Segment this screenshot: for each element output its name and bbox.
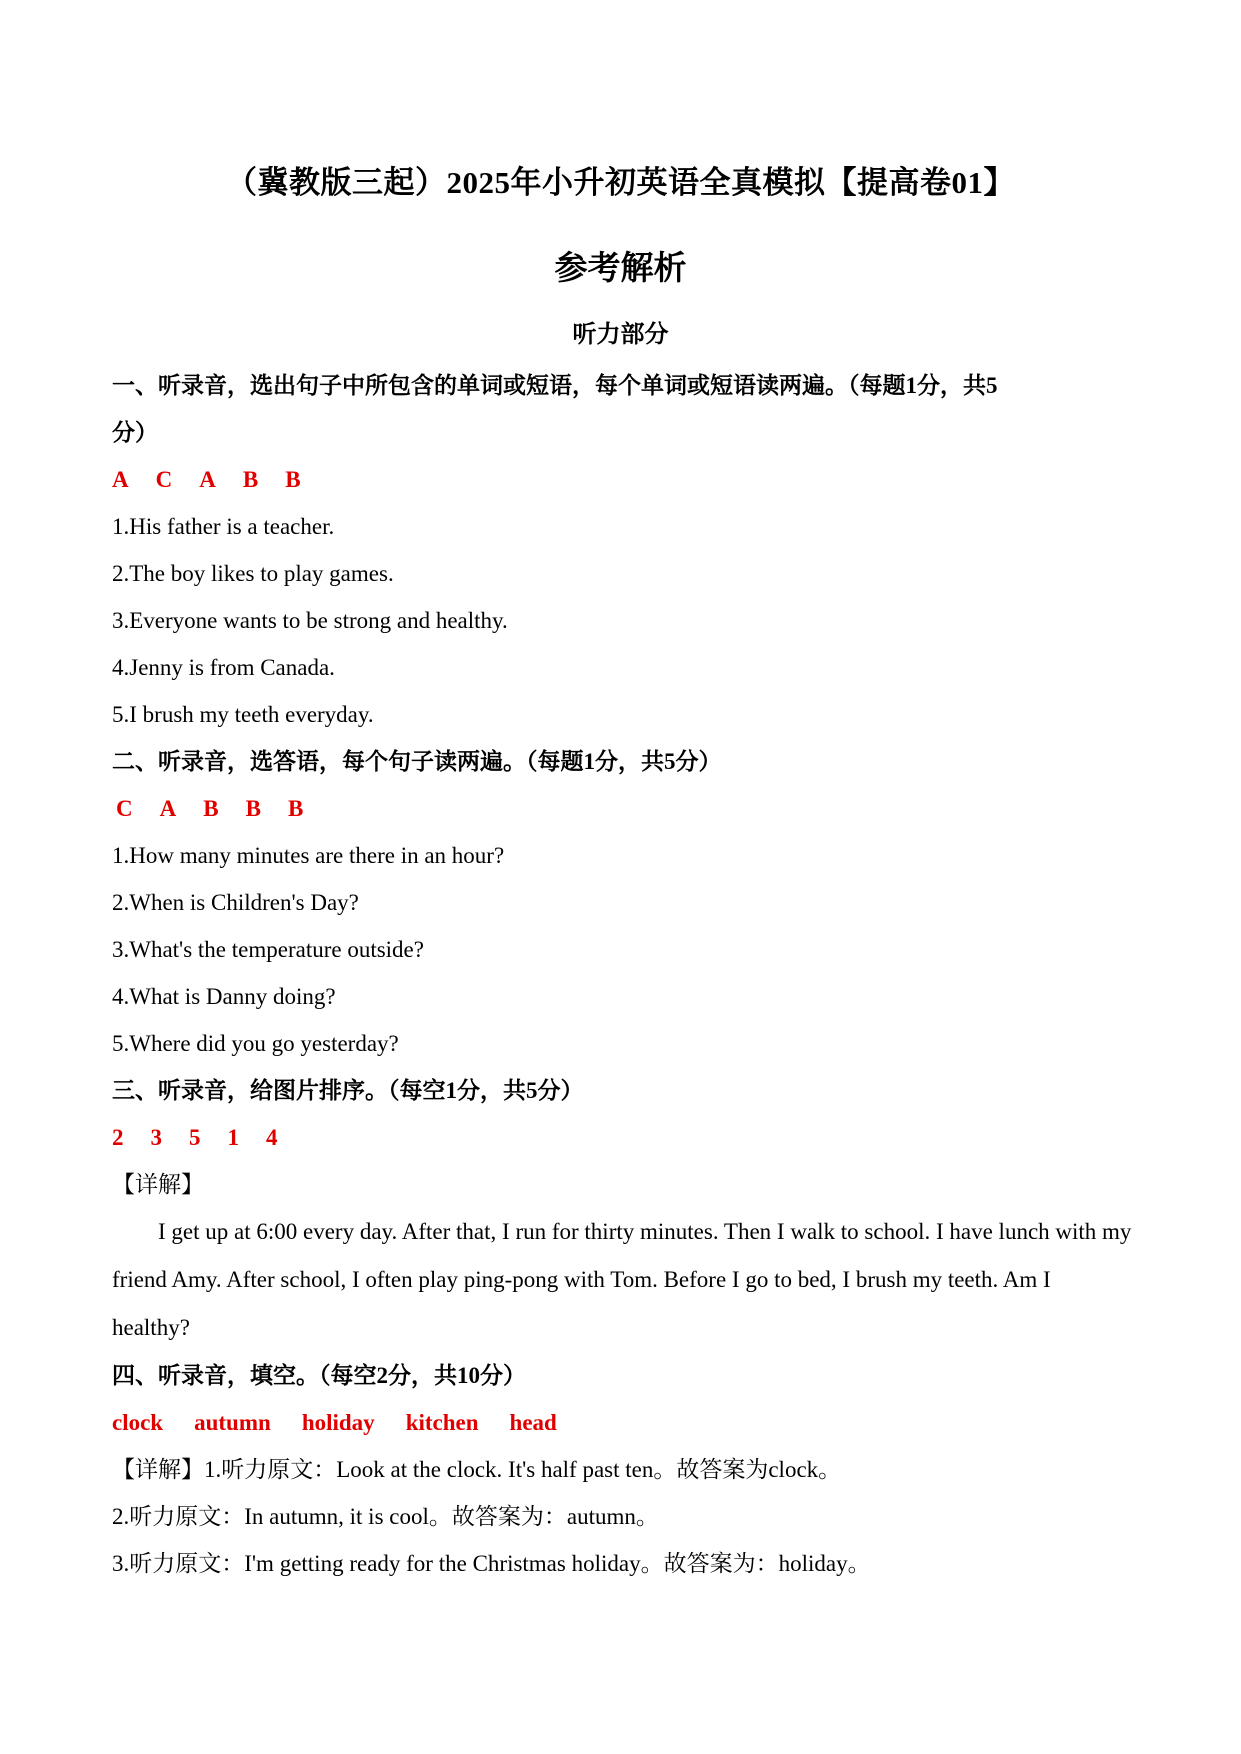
section-3-heading: 三、听录音，给图片排序。（每空1分，共5分） <box>112 1078 584 1103</box>
answer: B <box>203 796 219 821</box>
list-item: 2.When is Children's Day? <box>112 890 359 915</box>
answer: A <box>159 796 177 821</box>
section-3-answers <box>112 1114 1132 1161</box>
detail-label: 【详解】 <box>112 1457 204 1482</box>
document-body <box>112 362 1132 1587</box>
list-item: 3.Everyone wants to be strong and healthy. <box>112 608 508 633</box>
answer: 4 <box>266 1125 278 1150</box>
answer: A <box>199 467 216 492</box>
list-item: 4.Jenny is from Canada. <box>112 655 335 680</box>
list-item: 5.Where did you go yesterday? <box>112 1031 399 1056</box>
answer: B <box>287 796 304 821</box>
section-1-heading-cont: 分） <box>112 420 158 445</box>
document-title: （冀教版三起）2025年小升初英语全真模拟【提高卷01】 <box>226 165 1015 200</box>
answer: C <box>155 467 173 492</box>
list-item: 3.What's the temperature outside? <box>112 937 424 962</box>
list-item: 3.听力原文：I'm getting ready for the Christmas holiday。故答案为：holiday。 <box>112 1551 871 1576</box>
list-item: 2.听力原文：In autumn, it is cool。故答案为：autumn。 <box>112 1504 659 1529</box>
list-item: 1.His father is a teacher. <box>112 514 335 539</box>
answer: B <box>242 467 259 492</box>
detail-line-1 <box>112 1446 1132 1493</box>
document-subtitle: 参考解析 <box>554 251 687 287</box>
section-2-answers <box>112 785 1132 832</box>
answer: kitchen <box>405 1410 479 1435</box>
list-item: 1.How many minutes are there in an hour? <box>112 843 505 868</box>
answer: 5 <box>189 1125 201 1150</box>
section-4-answers <box>112 1399 1132 1446</box>
answer: 1 <box>227 1125 239 1150</box>
answer: clock <box>112 1410 164 1435</box>
answer: A <box>112 467 129 492</box>
detail-paragraph: I get up at 6:00 every day. After that, I run for thirty minutes. Then I walk to school. I have lunch with my friend Amy. After school, I often play ping-pong with Tom. Before I go to bed, I brush my teeth. Am I healthy? <box>112 1219 1132 1340</box>
list-item: 5.I brush my teeth everyday. <box>112 702 374 727</box>
answer: autumn <box>194 1410 271 1435</box>
section-1-answers <box>112 456 1132 503</box>
list-item: 1.听力原文：Look at the clock. It's half past ten。故答案为clock。 <box>204 1457 842 1482</box>
list-item: 2.The boy likes to play games. <box>112 561 394 586</box>
answer: B <box>245 796 261 821</box>
answer: C <box>116 796 133 821</box>
section-1-heading: 一、听录音，选出句子中所包含的单词或短语，每个单词或短语读两遍。（每题1分，共5 <box>112 373 998 398</box>
section-4-heading: 四、听录音，填空。（每空2分，共10分） <box>112 1363 526 1388</box>
answer: holiday <box>301 1410 375 1435</box>
part-label: 听力部分 <box>572 322 669 348</box>
answer: 3 <box>150 1125 162 1150</box>
detail-label: 【详解】 <box>112 1172 204 1197</box>
list-item: 4.What is Danny doing? <box>112 984 336 1009</box>
section-2-heading: 二、听录音，选答语，每个句子读两遍。（每题1分，共5分） <box>112 749 722 774</box>
answer: 2 <box>112 1125 124 1150</box>
answer: B <box>285 467 301 492</box>
answer: head <box>509 1410 557 1435</box>
